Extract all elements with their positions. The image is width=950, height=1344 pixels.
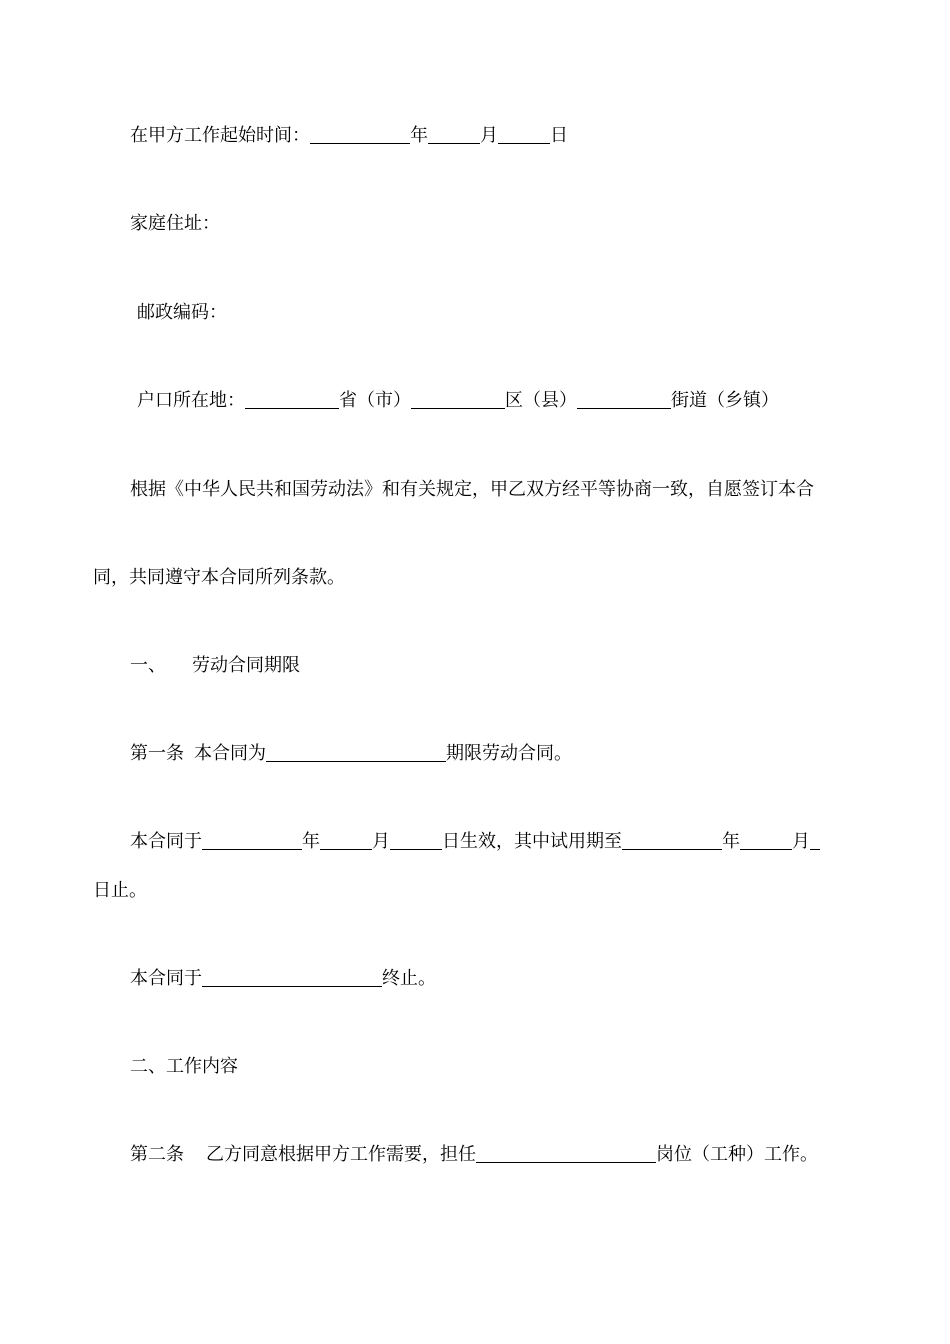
effective-end-line bbox=[93, 879, 147, 903]
year-blank[interactable] bbox=[310, 125, 410, 144]
province-unit: 省（市） bbox=[339, 390, 411, 411]
section-1-heading bbox=[130, 654, 300, 678]
start-time-label: 在甲方工作起始时间： bbox=[130, 125, 310, 146]
article-1-number: 第一条 bbox=[130, 743, 184, 764]
year-unit: 年 bbox=[410, 125, 428, 146]
postal-code-line bbox=[137, 301, 227, 325]
province-blank[interactable] bbox=[245, 390, 339, 409]
intro-line-2 bbox=[93, 566, 345, 590]
effective-month-unit: 月 bbox=[372, 831, 390, 852]
intro-text-1: 根据《中华人民共和国劳动法》和有关规定，甲乙双方经平等协商一致，自愿签订本合 bbox=[130, 479, 814, 500]
section-1-number: 一、 bbox=[130, 655, 166, 676]
effective-day-mid: 日生效，其中试用期至 bbox=[442, 831, 622, 852]
intro-line-1 bbox=[130, 478, 814, 502]
postal-code-label: 邮政编码： bbox=[137, 302, 227, 323]
article-1-line bbox=[130, 742, 572, 766]
position-blank[interactable] bbox=[476, 1144, 656, 1163]
probation-day-blank[interactable] bbox=[810, 831, 820, 850]
probation-month-unit: 月 bbox=[792, 831, 810, 852]
article-2-number: 第二条 bbox=[130, 1144, 184, 1165]
hukou-line bbox=[137, 389, 779, 413]
effective-year-unit: 年 bbox=[302, 831, 320, 852]
street-blank[interactable] bbox=[577, 390, 671, 409]
start-time-line bbox=[130, 124, 568, 148]
probation-year-unit: 年 bbox=[722, 831, 740, 852]
effective-year-blank[interactable] bbox=[202, 831, 302, 850]
day-blank[interactable] bbox=[498, 125, 550, 144]
effective-day-blank[interactable] bbox=[390, 831, 442, 850]
effective-end: 日止。 bbox=[93, 880, 147, 901]
street-unit: 街道（乡镇） bbox=[671, 390, 779, 411]
termination-suffix: 终止。 bbox=[382, 968, 436, 989]
month-unit: 月 bbox=[480, 125, 498, 146]
section-2-title: 二、工作内容 bbox=[130, 1056, 238, 1077]
intro-text-2: 同，共同遵守本合同所列条款。 bbox=[93, 567, 345, 588]
effective-prefix: 本合同于 bbox=[130, 831, 202, 852]
termination-date-blank[interactable] bbox=[202, 968, 382, 987]
home-address-label: 家庭住址： bbox=[130, 213, 220, 234]
month-blank[interactable] bbox=[428, 125, 480, 144]
district-unit: 区（县） bbox=[505, 390, 577, 411]
termination-prefix: 本合同于 bbox=[130, 968, 202, 989]
probation-year-blank[interactable] bbox=[622, 831, 722, 850]
contract-term-blank[interactable] bbox=[266, 743, 446, 762]
section-1-title: 劳动合同期限 bbox=[192, 655, 300, 676]
section-2-heading bbox=[130, 1055, 238, 1079]
termination-line bbox=[130, 967, 436, 991]
article-1-text-after: 期限劳动合同。 bbox=[446, 743, 572, 764]
article-2-text-before: 乙方同意根据甲方工作需要，担任 bbox=[206, 1144, 476, 1165]
day-unit: 日 bbox=[550, 125, 568, 146]
hukou-label: 户口所在地： bbox=[137, 390, 245, 411]
article-2-line bbox=[130, 1143, 818, 1167]
probation-month-blank[interactable] bbox=[740, 831, 792, 850]
effective-month-blank[interactable] bbox=[320, 831, 372, 850]
article-2-text-after: 岗位（工种）工作。 bbox=[656, 1144, 818, 1165]
district-blank[interactable] bbox=[411, 390, 505, 409]
article-1-text-before: 本合同为 bbox=[194, 743, 266, 764]
home-address-line bbox=[130, 212, 220, 236]
effective-line bbox=[130, 830, 820, 854]
